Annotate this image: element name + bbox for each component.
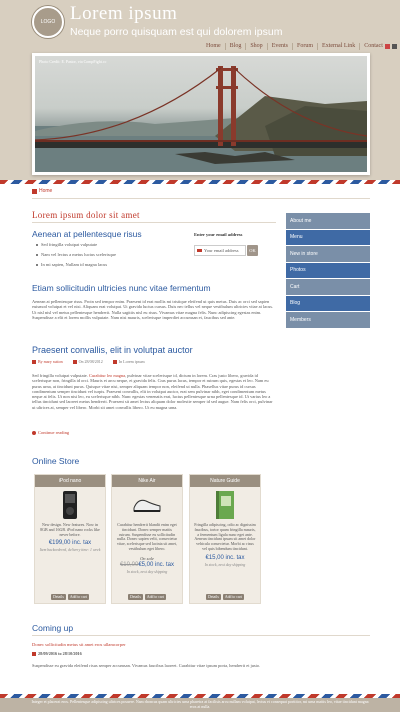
details-button[interactable]: Details xyxy=(53,595,64,599)
site-title[interactable]: Lorem ipsum xyxy=(70,3,178,24)
post-category[interactable] xyxy=(113,359,145,364)
add-to-cart-button[interactable]: Add to cart xyxy=(69,595,87,599)
post-meta xyxy=(32,359,145,364)
post-category-text: In Lorem ipsum xyxy=(118,359,145,364)
section-text: Aenean at pellentesque risus. Proin sed tempor enim. Praesent id erat mollis mi tristique eleifend ut quis metus. Duis ac orci sed sapien euismod volutpat et vel nisi. Aliquam erat volutpat. Ut gravida luctus cursus. Duis nec tellus vel neque vestibulum ultricies vitae at lacus. Ut nisl nisl vel metus pellentesque hendrerit. Nulla sagittis nisl eu risus. Vivamus vitae magna felis. Nunc adipiscing egestas enim. Suspendisse a elit et lorem mollis vulputate. Nam nisi mauris, scelerisque imperdiet accumsan et, faucibus sed ante. xyxy=(32,299,274,320)
nav-forum[interactable]: Forum xyxy=(292,43,317,50)
sidebar xyxy=(286,213,370,329)
details-button[interactable]: Details xyxy=(130,595,141,599)
product-name[interactable]: Nike Air xyxy=(112,475,182,487)
continue-reading-link[interactable] xyxy=(32,430,69,435)
details-button[interactable]: Details xyxy=(208,595,219,599)
email-placeholder: Your email address xyxy=(204,248,239,253)
event-dates-text: 28/09/2016 to 28/10/2016 xyxy=(38,651,82,656)
product-actions xyxy=(112,594,182,600)
event-link[interactable]: Donec sollicitudin metus sit amet eros ullamcorper xyxy=(32,642,126,647)
product-image[interactable] xyxy=(112,487,182,523)
product-description: Curabitur hendrerit blandit enim eget tincidunt. Donec semper mattis rutrum. Suspendisse eu sollicitudin nulla. Donec sapien velit, consectetur vitae, scelerisque sed lacinia sit amet, vestibulum eget libero. xyxy=(116,522,178,551)
nav-events[interactable]: Events xyxy=(267,43,292,50)
product-name[interactable]: Nature Guide xyxy=(190,475,260,487)
ipod-icon xyxy=(62,490,78,520)
breadcrumb xyxy=(32,188,52,194)
page-title: Lorem ipsum dolor sit amet xyxy=(32,210,140,220)
logo[interactable] xyxy=(32,6,64,38)
old-price: €10,00 xyxy=(119,561,139,568)
product-price: €199,00 inc. tax xyxy=(48,540,92,547)
store-title: Online Store xyxy=(32,456,80,466)
nav-contact[interactable]: Contact xyxy=(359,43,387,50)
sidebar-item-members[interactable]: Members xyxy=(286,312,370,329)
footer: Integer et placerat eros. Pellentesque adipiscing ultrices posuere. Nam rhoncus quam ultricies urna pharetra at facilisis arcu nullam volutpat, lectus et consequat porttitor, mi urna mattis leo, vitae tincidunt magna eros at nulla. xyxy=(0,698,400,712)
breadcrumb-home[interactable]: Home xyxy=(39,188,53,194)
continue-reading-label: Continue reading xyxy=(38,430,70,435)
product-image[interactable] xyxy=(190,487,260,523)
coming-up-title: Coming up xyxy=(32,623,74,633)
hero-photo xyxy=(35,56,367,172)
post-text-lead: Sed fringilla volutpat vulputate. xyxy=(32,373,88,378)
book-icon xyxy=(214,490,236,520)
sidebar-item-about[interactable]: About me xyxy=(286,213,370,230)
add-to-cart-button[interactable]: Add to cart xyxy=(146,595,164,599)
event-text: Suspendisse eu gravida eleifend risus semper accumsan. Vivamus faucibus laoreet. Curabitur vitae ipsum porta, hendrerit et justo. xyxy=(32,663,261,668)
calendar-icon xyxy=(32,652,36,656)
on-sale-label: On sale xyxy=(140,555,154,561)
post-text-link[interactable]: Curabitur leo magna xyxy=(88,373,126,378)
product-price: €15,00 inc. tax xyxy=(205,554,245,561)
product-card xyxy=(34,474,106,604)
product-description: New design. New features. Now in 8GB and 16GB. iPod nano rocks like never before. xyxy=(40,522,100,537)
user-icon xyxy=(32,360,36,364)
main-nav xyxy=(202,43,387,50)
stock-status: In stock, next day shipping xyxy=(204,562,246,567)
nav-blog[interactable]: Blog xyxy=(225,43,246,50)
sidebar-item-photos[interactable]: Photos xyxy=(286,263,370,280)
hero-image xyxy=(32,53,370,175)
site-header xyxy=(0,0,400,180)
email-field[interactable] xyxy=(194,245,246,256)
product-price xyxy=(112,562,182,568)
post-author[interactable] xyxy=(32,359,63,364)
product-description: Fringilla adipiscing, odio ac dignissim faucibus, tortor quam fringilla mauris, a fermentum ligula nunc eget ante. Aenean tincidunt ipsum sit amet dolor vehicula consectetur. Morbi ac risus vel quis bibendum tincidunt. xyxy=(194,522,256,551)
post-date xyxy=(73,359,103,364)
list-item: Sed fringilla volutpat vulputate xyxy=(36,242,116,247)
post-text-body: , pulvinar vitae scelerisque id, dictum in lorem. Cras justo libero, gravida id scelerisque non, fringilla id orci. Mauris et arcu neque, et gravida felis. Cras purus lacus, tempor et rutrum quis, egestas et leo. Nam eu purus urna, at tincidunt purus. Quisque vitae nisi, semper aliquam tempor non, eleifend ut nulla. Phasellus vitae purus id cursus condimentum semper tincidunt vel turpis. Praesent convallis, elit in volutpat auctor, erat sem pulvinar nibh, eget condimentum metus neque at felis. Ut non nisi leo, eu scelerisque nibh. Nunc egestas venenatis erat, luctus pellentesque urna pellentesque id. Ut varius leo a tellus tincidunt sed laoreet metus hendrerit. Praesent sit amet lectus aliquam dolor molestie semper id sed augue. Nam felis orci, pulvinar ut ultrices at, semper vel libero. Morbi sit amet convallis libero. Ut eu magna urna. xyxy=(32,373,273,410)
post-heading[interactable]: Praesent convallis, elit in volutpat auctor xyxy=(32,345,193,355)
content-panel xyxy=(0,184,400,694)
title-divider xyxy=(32,222,276,223)
product-actions xyxy=(190,594,260,600)
mail-icon[interactable] xyxy=(392,44,397,49)
product-actions xyxy=(35,594,105,600)
product-card xyxy=(111,474,183,604)
stock-status: Item backordered, delivery time: 1 week xyxy=(39,548,101,553)
post-author-text: By mary sutton xyxy=(38,359,63,364)
post-date-text: On 28/08/2012 xyxy=(78,359,103,364)
event-dates xyxy=(32,651,82,656)
section-heading-2: Etiam sollicitudin ultricies nunc vitae fermentum xyxy=(32,283,211,293)
shoe-icon xyxy=(132,496,162,514)
stock-status: In stock, next day shipping xyxy=(126,569,168,574)
envelope-icon xyxy=(197,249,202,252)
list-item: Nam vel lectus a metus luctus scelerisque xyxy=(36,252,116,257)
folder-icon xyxy=(113,360,117,364)
section-heading: Aenean at pellentesque risus xyxy=(32,229,142,239)
product-image[interactable] xyxy=(35,487,105,523)
breadcrumb-divider xyxy=(32,198,370,199)
add-to-cart-button[interactable]: Add to cart xyxy=(224,595,242,599)
sale-price: €5,00 inc. tax xyxy=(138,561,175,568)
email-label: Enter your email address xyxy=(194,232,243,237)
plus-icon xyxy=(32,431,36,435)
nav-home[interactable]: Home xyxy=(206,43,221,49)
nav-shop[interactable]: Shop xyxy=(245,43,266,50)
product-name[interactable]: iPod nano xyxy=(35,475,105,487)
calendar-icon xyxy=(73,360,77,364)
home-icon xyxy=(32,189,37,194)
google-icon[interactable] xyxy=(385,44,390,49)
coming-divider xyxy=(32,635,370,636)
logo-text: LOGO xyxy=(40,19,56,25)
nav-external-link[interactable]: External Link xyxy=(317,43,359,50)
site-tagline: Neque porro quisquam est qui dolorem ipsum xyxy=(70,26,283,38)
social-icons xyxy=(385,44,397,49)
bridge-illustration xyxy=(35,56,367,172)
sidebar-item-blog[interactable]: Blog xyxy=(286,296,370,313)
sidebar-item-menu[interactable]: Menu xyxy=(286,230,370,247)
hero-credit: Photo Credit: E. Pastor, via CompFight.cc xyxy=(39,59,107,64)
sidebar-item-cart[interactable]: Cart xyxy=(286,279,370,296)
list-item: In mi sapien, Nullam id magna lacus xyxy=(36,262,116,267)
post-text xyxy=(32,373,276,410)
product-card xyxy=(189,474,261,604)
bullet-list xyxy=(36,242,116,272)
sidebar-item-new-in-store[interactable]: New in store xyxy=(286,246,370,263)
subscribe-button[interactable]: OK xyxy=(247,245,258,256)
